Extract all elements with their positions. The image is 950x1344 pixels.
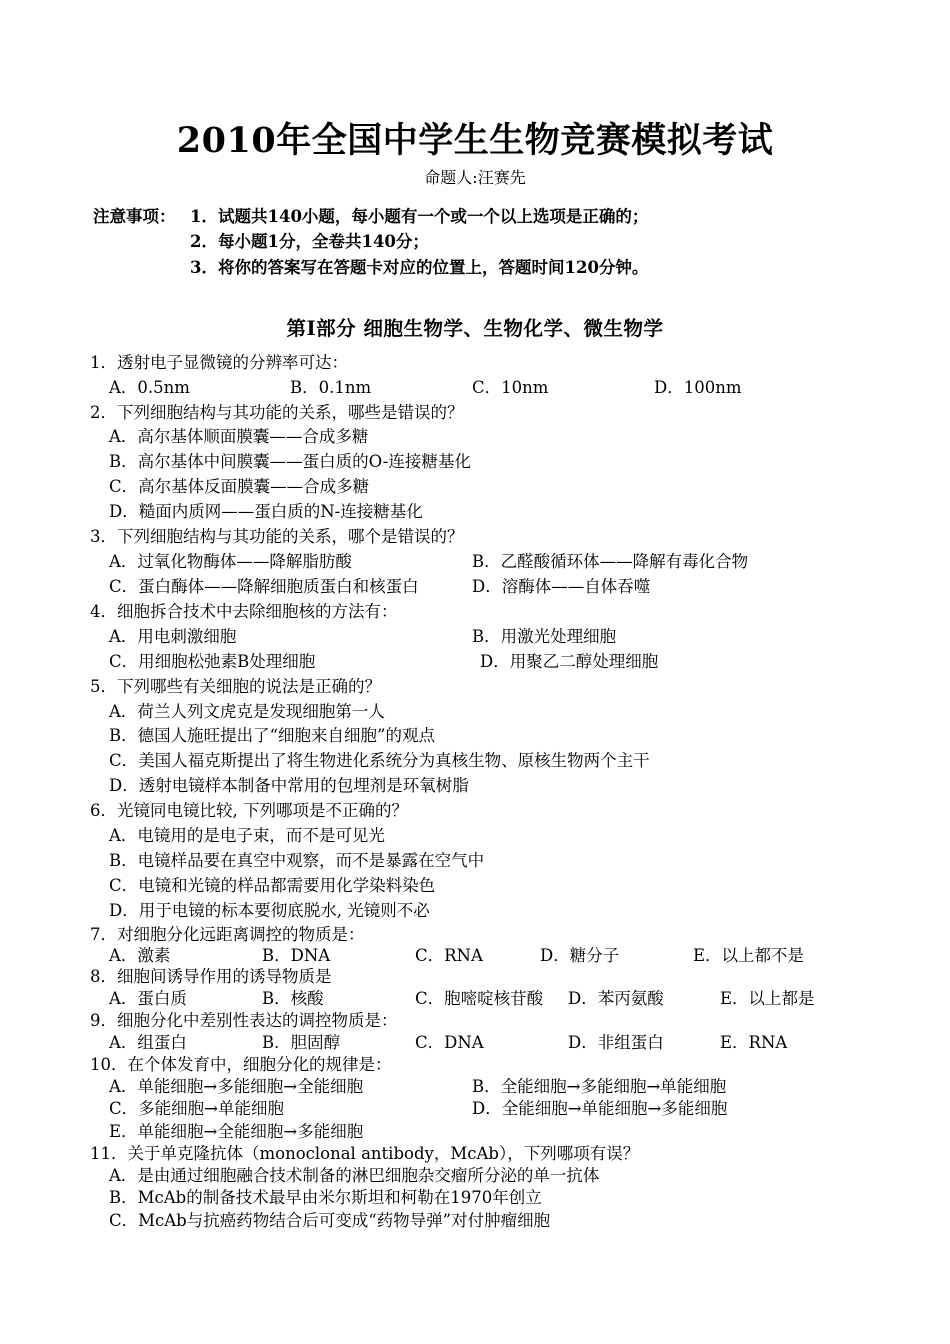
question-option: B．DNA	[262, 946, 331, 965]
question-option: B．用激光处理细胞	[472, 627, 617, 646]
question-option: B．0.1nm	[290, 378, 372, 397]
question-option: C．10nm	[472, 378, 549, 397]
question-option: D．溶酶体——自体吞噬	[472, 577, 651, 596]
question-option: E．RNA	[720, 1033, 788, 1052]
question-option: B．核酸	[262, 989, 324, 1008]
question-option: A．组蛋白	[109, 1033, 187, 1052]
question-option: A．蛋白质	[109, 989, 187, 1008]
question-stem: 1．透射电子显微镜的分辨率可达：	[90, 353, 348, 372]
question-option: B．McAb的制备技术最早由米尔斯坦和柯勒在1970年创立	[109, 1188, 542, 1207]
exam-title: 2010年全国中学生生物竞赛模拟考试	[176, 120, 774, 161]
question-stem: 3．下列细胞结构与其功能的关系，哪个是错误的？	[90, 527, 464, 546]
question-option: D．透射电镜样本制备中常用的包埋剂是环氧树脂	[109, 776, 469, 795]
question-option: E．单能细胞→全能细胞→多能细胞	[109, 1122, 364, 1141]
question-option: A．电镜用的是电子束，而不是可见光	[109, 826, 385, 845]
exam-author: 命题人:汪赛先	[424, 168, 526, 187]
notice-item: 3．将你的答案写在答题卡对应的位置上，答题时间120分钟。	[190, 258, 649, 277]
question-option: B．全能细胞→多能细胞→单能细胞	[472, 1077, 727, 1096]
question-option: C．蛋白酶体——降解细胞质蛋白和核蛋白	[109, 577, 419, 596]
question-option: C．高尔基体反面膜囊——合成多糖	[109, 477, 370, 496]
question-option: A．激素	[109, 946, 171, 965]
question-option: D．用于电镜的标本要彻底脱水, 光镜则不必	[109, 901, 430, 920]
question-stem: 6．光镜同电镜比较, 下列哪项是不正确的？	[90, 801, 408, 820]
question-option: D．全能细胞→单能细胞→多能细胞	[472, 1099, 728, 1118]
notice-item: 2．每小题1分，全卷共140分；	[190, 232, 429, 251]
question-option: B．乙醛酸循环体——降解有毒化合物	[472, 552, 749, 571]
question-stem: 4．细胞拆合技术中去除细胞核的方法有：	[90, 602, 398, 621]
question-option: B．德国人施旺提出了“细胞来自细胞”的观点	[109, 726, 435, 745]
question-stem: 8．细胞间诱导作用的诱导物质是	[90, 967, 332, 986]
question-option: B．电镜样品要在真空中观察，而不是暴露在空气中	[109, 851, 485, 870]
question-option: A．过氧化物酶体——降解脂肪酸	[109, 552, 352, 571]
question-option: D．苯丙氨酸	[568, 989, 664, 1008]
question-stem: 7．对细胞分化远距离调控的物质是：	[90, 925, 365, 944]
question-option: E．以上都是	[720, 989, 815, 1008]
notice-item: 1．试题共140小题，每小题有一个或一个以上选项是正确的；	[190, 207, 649, 226]
question-option: D．糖分子	[540, 946, 620, 965]
question-option: C．胞嘧啶核苷酸	[415, 989, 544, 1008]
question-option: D．非组蛋白	[568, 1033, 664, 1052]
question-option: C．RNA	[415, 946, 483, 965]
question-stem: 10．在个体发育中，细胞分化的规律是：	[90, 1055, 392, 1074]
question-option: A．高尔基体顺面膜囊——合成多糖	[109, 427, 369, 446]
question-option: B．胆固醇	[262, 1033, 341, 1052]
question-option: E．以上都不是	[693, 946, 805, 965]
question-option: A．是由通过细胞融合技术制备的淋巴细胞杂交瘤所分泌的单一抗体	[109, 1166, 600, 1185]
section-title: 第Ⅰ部分 细胞生物学、生物化学、微生物学	[286, 317, 664, 340]
question-option: C．DNA	[415, 1033, 484, 1052]
question-option: C．McAb与抗癌药物结合后可变成“药物导弹”对付肿瘤细胞	[109, 1211, 551, 1230]
notice-label: 注意事项：	[93, 207, 176, 226]
question-option: D．糙面内质网——蛋白质的N-连接糖基化	[109, 502, 423, 521]
question-option: A．荷兰人列文虎克是发现细胞第一人	[109, 702, 385, 721]
question-option: A．用电刺激细胞	[109, 627, 237, 646]
question-option: B．高尔基体中间膜囊——蛋白质的O-连接糖基化	[109, 452, 471, 471]
question-stem: 2．下列细胞结构与其功能的关系，哪些是错误的？	[90, 403, 464, 422]
question-option: D．100nm	[654, 378, 742, 397]
question-stem: 5．下列哪些有关细胞的说法是正确的？	[90, 677, 381, 696]
question-option: A．0.5nm	[109, 378, 190, 397]
question-option: C．用细胞松弛素B处理细胞	[109, 652, 316, 671]
question-stem: 11．关于单克隆抗体（monoclonal antibody，McAb），下列哪项有误？	[90, 1144, 640, 1163]
question-stem: 9．细胞分化中差别性表达的调控物质是：	[90, 1011, 398, 1030]
question-option: C．多能细胞→单能细胞	[109, 1099, 284, 1118]
question-option: A．单能细胞→多能细胞→全能细胞	[109, 1077, 364, 1096]
question-option: C．电镜和光镜的样品都需要用化学染料染色	[109, 876, 436, 895]
question-option: C．美国人福克斯提出了将生物进化系统分为真核生物、原核生物两个主干	[109, 751, 650, 770]
question-option: D．用聚乙二醇处理细胞	[480, 652, 659, 671]
